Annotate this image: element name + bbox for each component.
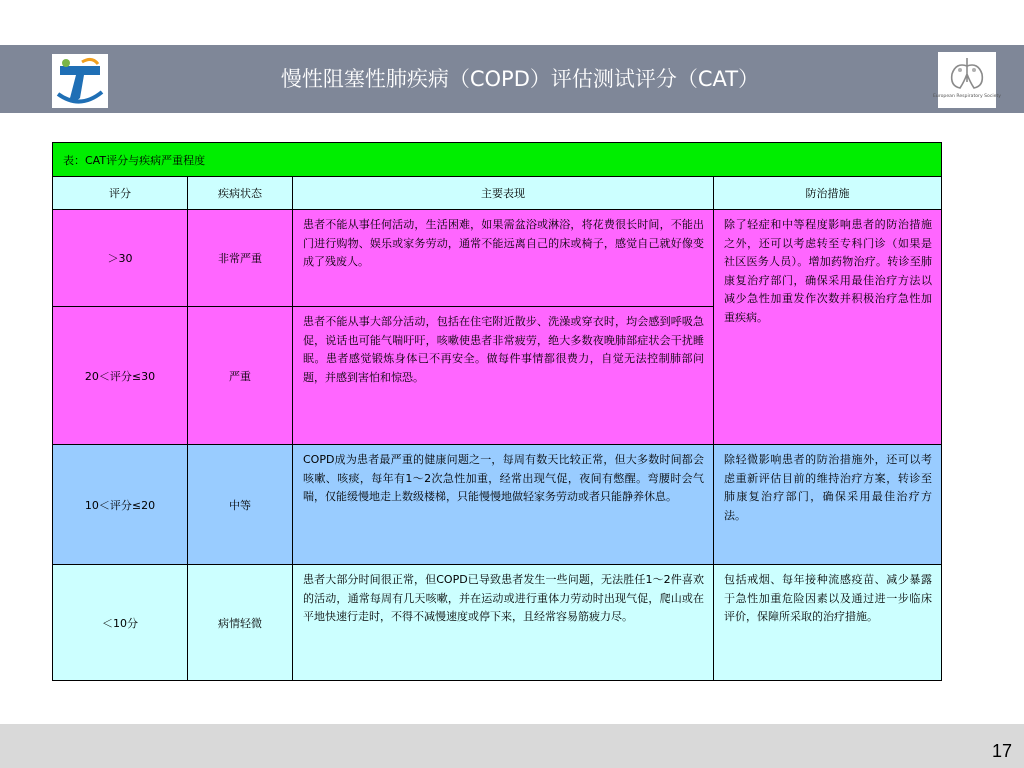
footer-bar	[0, 724, 1024, 768]
cat-score-table	[52, 142, 942, 681]
column-header-symptoms: 主要表现	[293, 177, 714, 210]
symptoms-cell: 患者大部分时间很正常，但COPD已导致患者发生一些问题，无法胜任1～2件喜欢的活动，通常每周有几天咳嗽，并在运动或进行重体力劳动时出现气促，爬山或在平地快速行走时，不得不减慢速度或停下来，且经常容易筋疲力尽。	[293, 565, 714, 681]
column-header-measures: 防治措施	[714, 177, 942, 210]
score-cell: 20＜评分≤30	[53, 307, 188, 445]
symptoms-cell: 患者不能从事任何活动，生活困难，如果需盆浴或淋浴，将花费很长时间，不能出门进行购物、娱乐或家务劳动，通常不能远离自己的床或椅子，感觉自己就好像变成了残废人。	[293, 210, 714, 307]
status-cell: 严重	[188, 307, 293, 445]
status-cell: 病情轻微	[188, 565, 293, 681]
column-header-status: 疾病状态	[188, 177, 293, 210]
table-row-moderate	[53, 445, 942, 565]
page-number: 17	[991, 741, 1012, 761]
measures-cell: 包括戒烟、每年接种流感疫苗、减少暴露于急性加重危险因素以及通过进一步临床评价，保障所采取的治疗措施。	[714, 565, 942, 681]
score-cell: 10＜评分≤20	[53, 445, 188, 565]
ers-logo	[933, 52, 1001, 108]
column-header-score: 评分	[53, 177, 188, 210]
table-row-very-severe	[53, 210, 942, 307]
status-cell: 非常严重	[188, 210, 293, 307]
score-cell: ＞30	[53, 210, 188, 307]
table-row-mild	[53, 565, 942, 681]
symptoms-cell: COPD成为患者最严重的健康问题之一，每周有数天比较正常，但大多数时间都会咳嗽、咳痰，每年有1～2次急性加重，经常出现气促，夜间有憋醒。弯腰时会气喘，仅能缓慢地走上数级楼梯，只能慢慢地做轻家务劳动或者只能静养休息。	[293, 445, 714, 565]
symptoms-cell: 患者不能从事大部分活动，包括在住宅附近散步、洗澡或穿衣时，均会感到呼吸急促，说话也可能气喘吁吁，咳嗽使患者非常疲劳，绝大多数夜晚肺部症状会干扰睡眠。患者感觉锻炼身体已不再安全。做每件事情都很费力，自觉无法控制肺部问题，并感到害怕和惊恐。	[293, 307, 714, 445]
table-caption: 表：CAT评分与疾病严重程度	[53, 143, 942, 177]
page-title: 慢性阻塞性肺疾病（COPD）评估测试评分（CAT）	[280, 67, 760, 91]
table-header-row	[53, 177, 942, 210]
ers-logo-text: European Respiratory Society	[933, 94, 1001, 99]
status-cell: 中等	[188, 445, 293, 565]
measures-cell: 除轻微影响患者的防治措施外，还可以考虑重新评估目前的维持治疗方案，转诊至肺康复治疗部门，确保采用最佳治疗方法。	[714, 445, 942, 565]
score-cell: ＜10分	[53, 565, 188, 681]
hospital-logo	[52, 54, 108, 108]
measures-cell-severe: 除了轻症和中等程度影响患者的防治措施之外，还可以考虑转至专科门诊（如果是社区医务人员）。增加药物治疗。转诊至肺康复治疗部门，确保采用最佳治疗方法以减少急性加重发作次数并积极治疗急性加重疾病。	[714, 210, 942, 445]
